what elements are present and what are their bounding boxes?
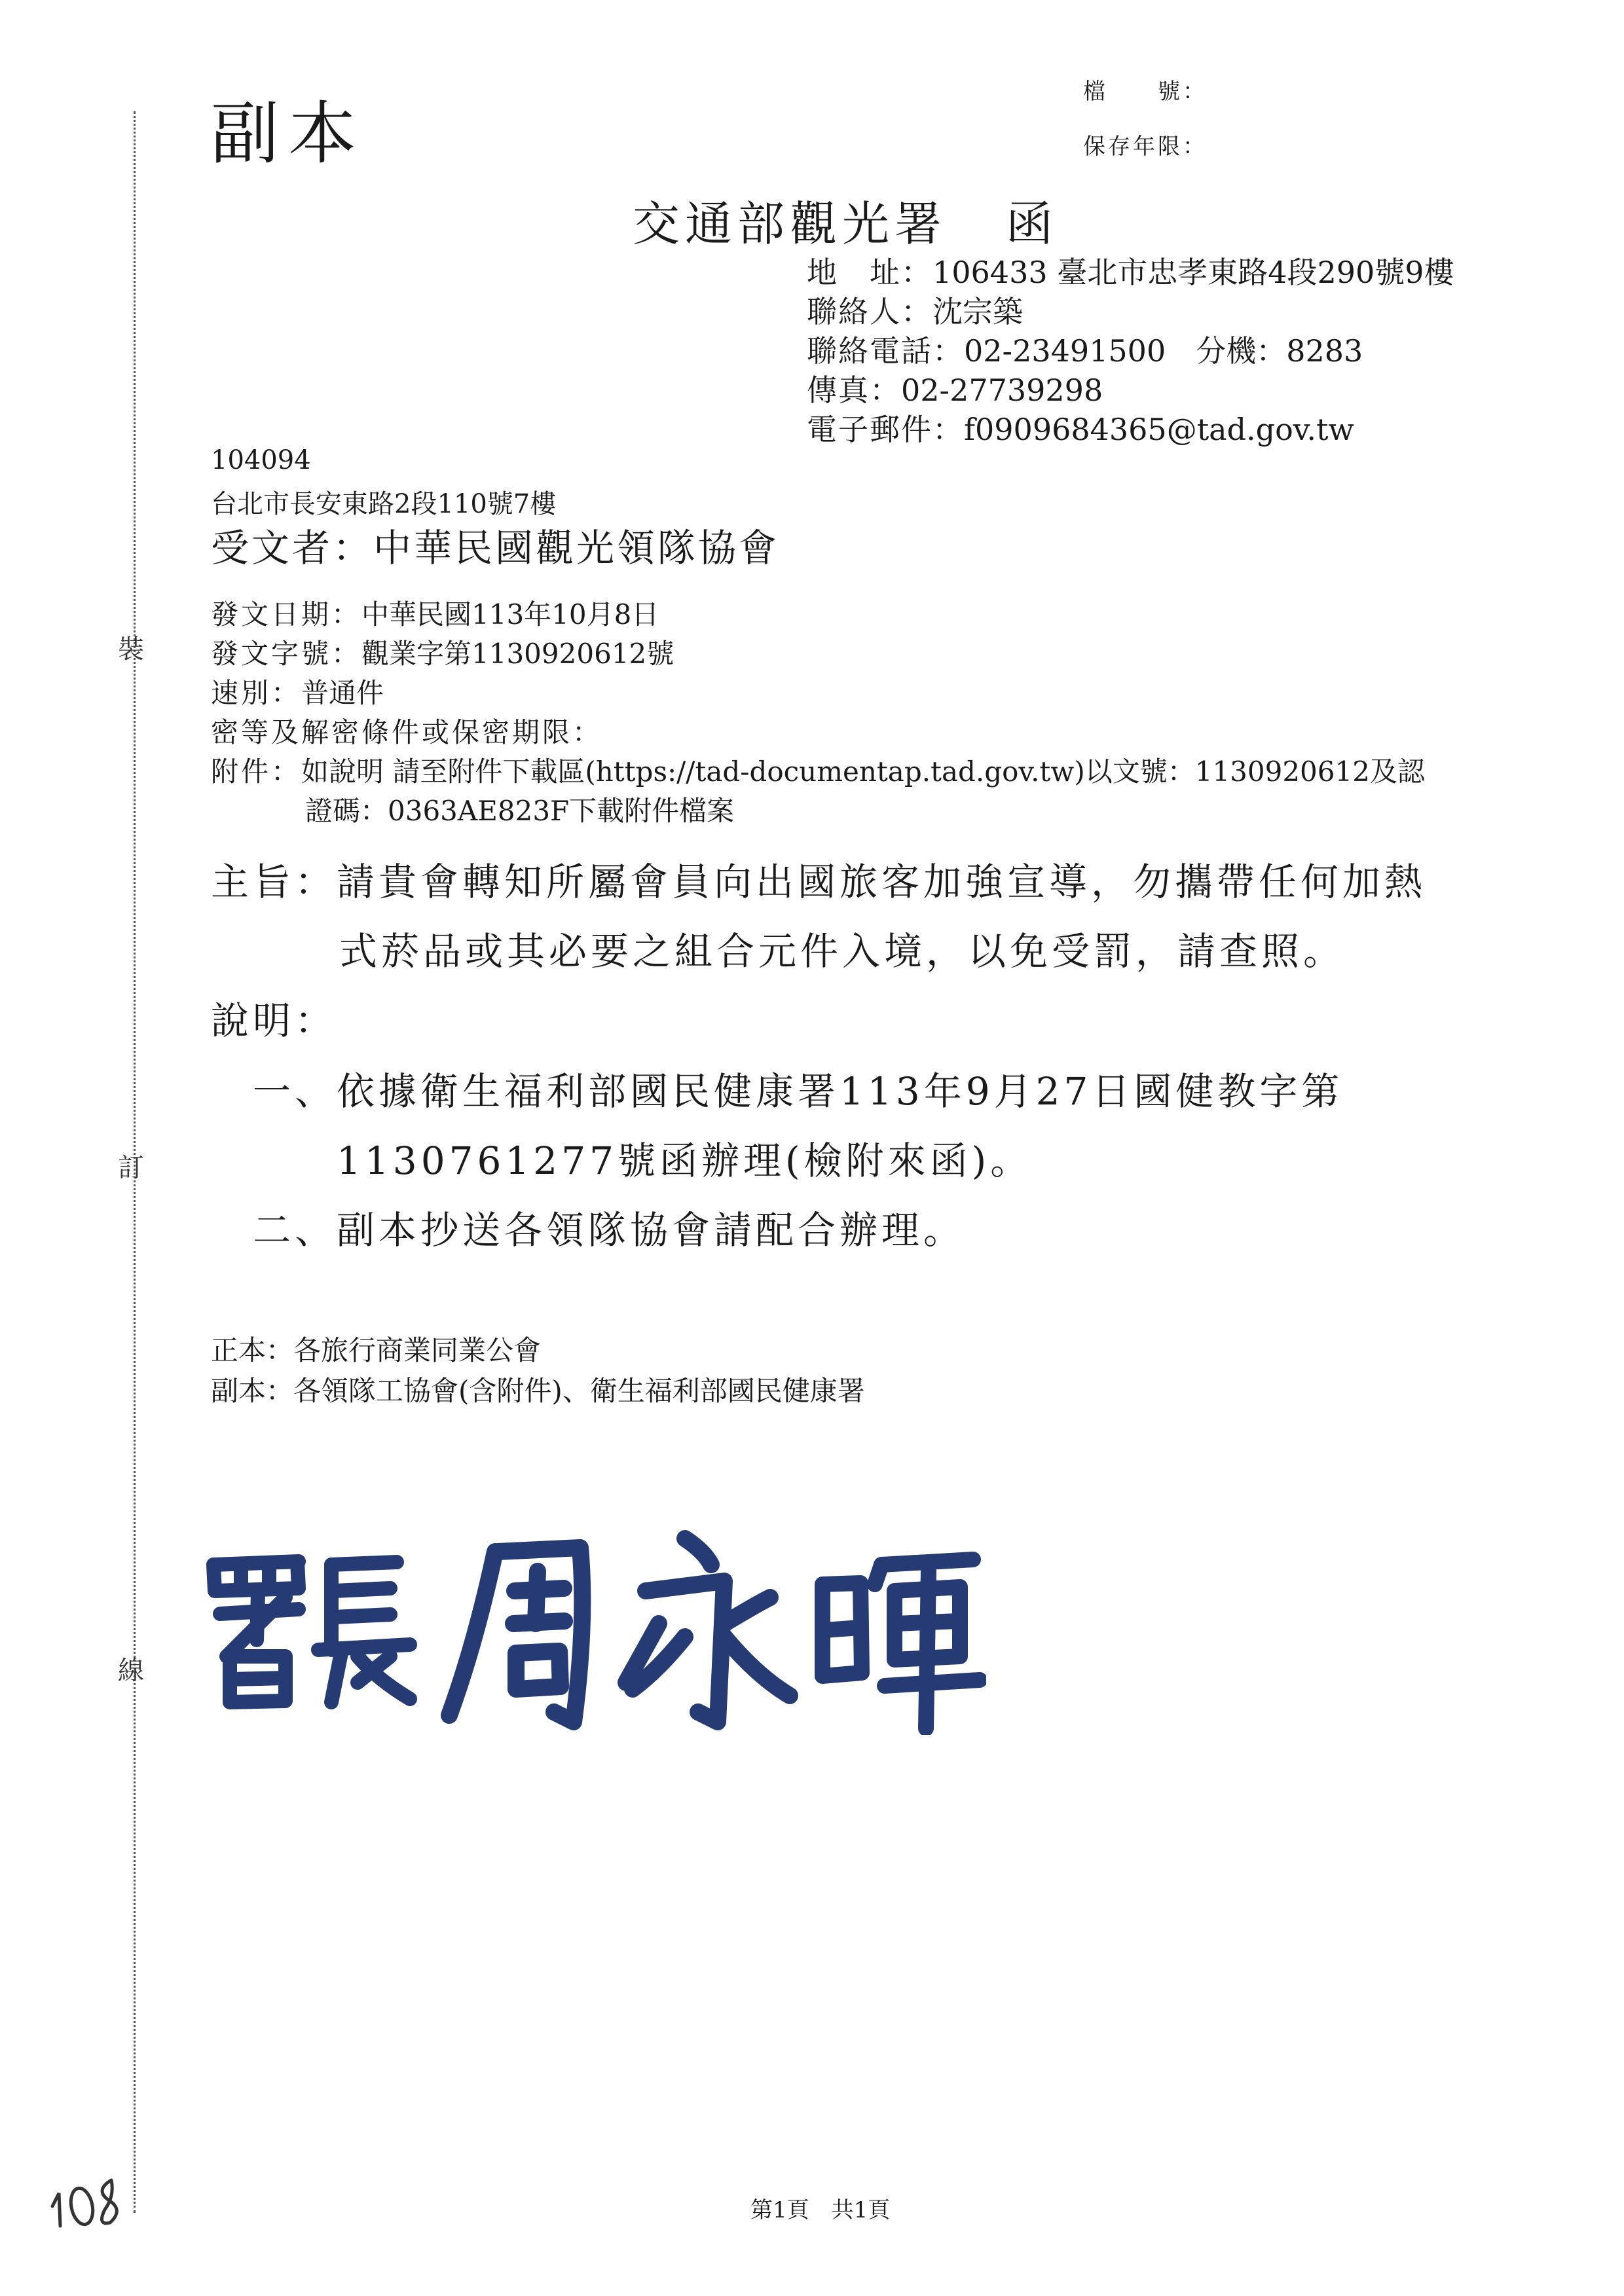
document-number-label: 發文字號： — [211, 638, 362, 670]
signature-char-hui — [822, 1559, 980, 1728]
explanation-item-1-number: 一、 — [253, 1069, 337, 1114]
explanation-item-1-line-2: 1130761277號函辦理(檢附來函)。 — [337, 1139, 1033, 1183]
recipient-zip: 104094 — [211, 445, 311, 475]
recipient-name: 中華民國觀光領隊協會 — [373, 526, 780, 570]
recipient-address: 台北市長安東路2段110號7樓 — [211, 489, 557, 519]
copy-recipients-label: 副本： — [211, 1375, 294, 1407]
binding-mark-zhuang: 裝 — [118, 634, 144, 665]
document-type: 函 — [1006, 196, 1059, 251]
copy-recipients-value: 各領隊工協會(含附件)、衛生福利部國民健康署 — [293, 1375, 865, 1407]
explanation-item-1 — [253, 1061, 1343, 1116]
explanation-label: 說明： — [211, 998, 337, 1043]
explanation-item-1-line-1: 依據衛生福利部國民健康署113年9月27日國健教字第 — [337, 1069, 1344, 1114]
document-title — [633, 186, 1058, 254]
explanation-item-2 — [253, 1199, 965, 1254]
contact-email — [807, 406, 1354, 449]
signature-char-zhang — [318, 1562, 410, 1702]
binding-mark-xian: 線 — [118, 1656, 144, 1686]
issue-date — [211, 593, 659, 632]
page-number: 第1頁 共1頁 — [750, 2197, 891, 2223]
contact-phone — [807, 327, 1363, 371]
issue-date-value: 中華民國113年10月8日 — [361, 598, 659, 630]
document-number-value: 觀業字第1130920612號 — [361, 638, 674, 670]
signature-char-shu — [213, 1561, 299, 1702]
copy-recipients — [211, 1370, 865, 1409]
handwritten-note — [39, 2160, 138, 2232]
original-recipients-value: 各旅行商業同業公會 — [293, 1334, 542, 1366]
retention-period — [1083, 128, 1218, 160]
recipient — [211, 517, 779, 572]
attachment-line-2: 證碼：0363AE823F下載附件檔案 — [305, 795, 735, 827]
recipient-label: 受文者： — [211, 526, 374, 570]
explanation-item-2-line-1: 副本抄送各領隊協會請配合辦理。 — [337, 1208, 966, 1252]
explanation-item-2-number: 二、 — [253, 1208, 337, 1252]
attachment-label: 附件： — [211, 756, 302, 788]
subject-label: 主旨： — [211, 860, 337, 904]
subject-line-2: 式菸品或其必要之組合元件入境，以免受罰，請查照。 — [339, 929, 1346, 974]
contact-fax-label: 傳真： — [807, 373, 901, 408]
contact-email-value: f0909684365@tad.gov.tw — [964, 412, 1354, 447]
copy-stamp: 副本 — [211, 94, 366, 173]
contact-phone-value: 02-23491500 分機：8283 — [964, 333, 1363, 369]
attachment — [211, 750, 1425, 790]
contact-address-value: 106433 臺北市忠孝東路4段290號9樓 — [932, 255, 1454, 290]
delivery-speed — [211, 672, 384, 711]
signature-char-yong — [626, 1539, 790, 1722]
file-number — [1083, 73, 1218, 105]
subject-line-1: 請貴會轉知所屬會員向出國旅客加強宣導，勿攜帶任何加熱 — [337, 860, 1427, 904]
subject — [211, 851, 1426, 906]
original-recipients-label: 正本： — [211, 1334, 294, 1366]
contact-email-label: 電子郵件： — [807, 412, 964, 447]
binding-mark-ding: 訂 — [118, 1153, 144, 1183]
attachment-line-1: 如說明 請至附件下載區(https://tad-documentap.tad.gov.tw)以文號：1130920612及認 — [301, 756, 1425, 788]
delivery-speed-label: 速別： — [211, 677, 302, 709]
contact-fax — [807, 367, 1103, 410]
contact-person-label: 聯絡人： — [807, 294, 932, 329]
file-number-label: 檔 號： — [1083, 79, 1208, 105]
signature-char-zhou — [449, 1548, 582, 1722]
document-number — [211, 632, 674, 672]
contact-phone-label: 聯絡電話： — [807, 333, 964, 369]
contact-person-value: 沈宗築 — [932, 294, 1023, 329]
delivery-speed-value: 普通件 — [301, 677, 384, 709]
contact-fax-value: 02-27739298 — [901, 373, 1103, 408]
original-recipients — [211, 1329, 541, 1368]
director-signature — [200, 1525, 986, 1735]
retention-label: 保存年限： — [1083, 134, 1208, 160]
issue-date-label: 發文日期： — [211, 598, 362, 630]
contact-address — [807, 249, 1454, 292]
secrecy-level-label: 密等及解密條件或保密期限： — [211, 716, 603, 748]
issuing-agency: 交通部觀光署 — [633, 196, 948, 251]
secrecy-level — [211, 711, 602, 750]
contact-person — [807, 288, 1023, 331]
contact-address-label: 地 址： — [807, 255, 932, 290]
